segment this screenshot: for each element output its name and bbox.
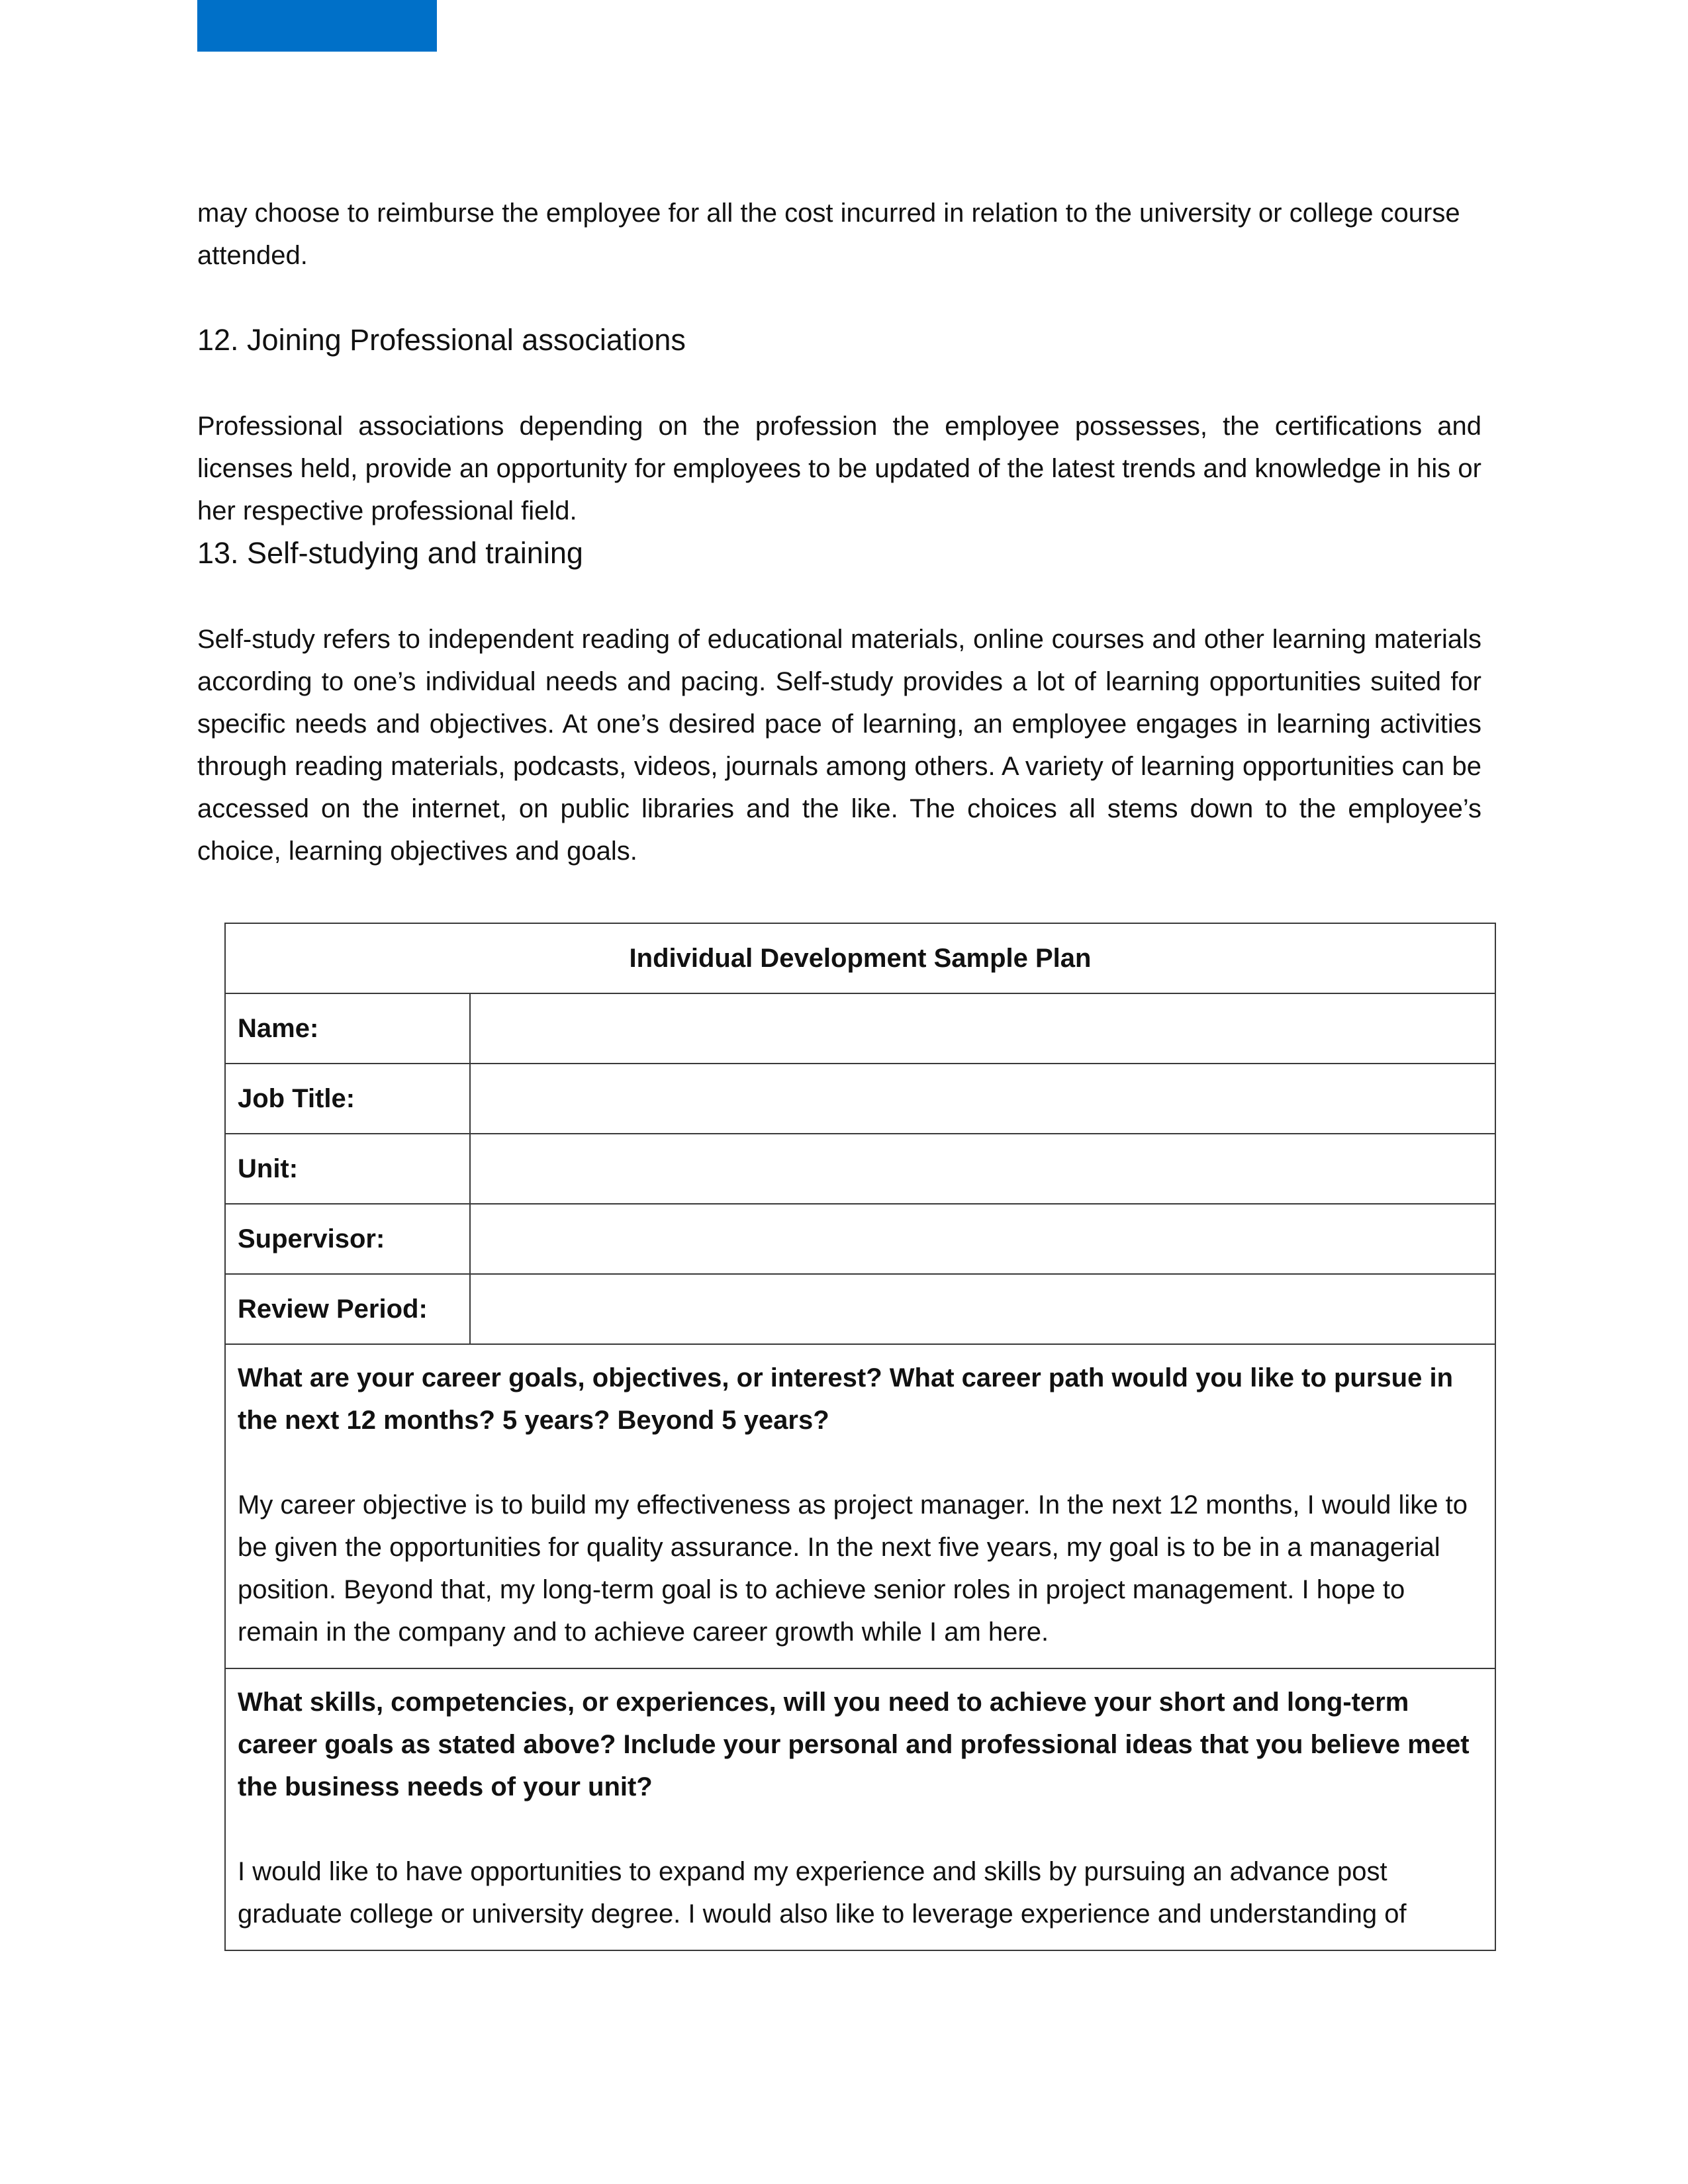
review-period-field[interactable] [470,1274,1495,1344]
plan-field-row [225,1134,1495,1204]
skills-needed-question: What skills, competencies, or experiences, will you need to achieve your short and long-term career goals as stated above? Include your personal and professional ideas that you believe meet the business needs of your unit? [238,1688,1470,1801]
career-goals-answer: My career objective is to build my effectiveness as project manager. In the next 12 months, I would like to be given the opportunities for quality assurance. In the next five years, my goal is to be in a managerial position. Beyond that, my long-term goal is to achieve senior roles in project management. I hope to remain in the company and to achieve career growth while I am here. [238,1490,1468,1647]
intro-paragraph: may choose to reimburse the employee for all the cost incurred in relation to the university or college course attended. [197,199,1460,270]
career-goals-question: What are your career goals, objectives, or interest? What career path would you like to pursue in the next 12 months? 5 years? Beyond 5 years? [238,1363,1454,1435]
section-13-heading: 13. Self-studying and training [197,536,583,570]
career-goals-block [225,1344,1495,1668]
name-field[interactable] [470,993,1495,1064]
skills-needed-answer: I would like to have opportunities to expand my experience and skills by pursuing an advance post graduate college or university degree. I would also like to leverage experience and understanding of [238,1857,1407,1929]
supervisor-label: Supervisor: [225,1204,470,1274]
plan-title: Individual Development Sample Plan [225,923,1495,993]
document-body [197,192,1481,1951]
plan-field-row [225,1274,1495,1344]
job-title-label: Job Title: [225,1064,470,1134]
plan-field-row [225,993,1495,1064]
supervisor-field[interactable] [470,1204,1495,1274]
development-plan-table [224,923,1496,1951]
name-label: Name: [225,993,470,1064]
section-12-paragraph: Professional associations depending on the profession the employee possesses, the certifications and licenses held, provide an opportunity for employees to be updated of the latest trends and knowledge in his or her respective professional field. [197,412,1481,525]
plan-field-row [225,1204,1495,1274]
section-13-paragraph: Self-study refers to independent reading of educational materials, online courses and other learning materials according to one’s individual needs and pacing. Self-study provides a lot of learning opportunities suited for specific needs and objectives. At one’s desired pace of learning, an employee engages in learning activities through reading materials, podcasts, videos, journals among others. A variety of learning opportunities can be accessed on the internet, on public libraries and the like. The choices all stems down to the employee’s choice, learning objectives and goals. [197,625,1481,866]
unit-label: Unit: [225,1134,470,1204]
plan-field-row [225,1064,1495,1134]
review-period-label: Review Period: [225,1274,470,1344]
skills-needed-block [225,1668,1495,1950]
header-accent-bar [197,0,437,52]
section-12-heading: 12. Joining Professional associations [197,323,686,357]
job-title-field[interactable] [470,1064,1495,1134]
unit-field[interactable] [470,1134,1495,1204]
